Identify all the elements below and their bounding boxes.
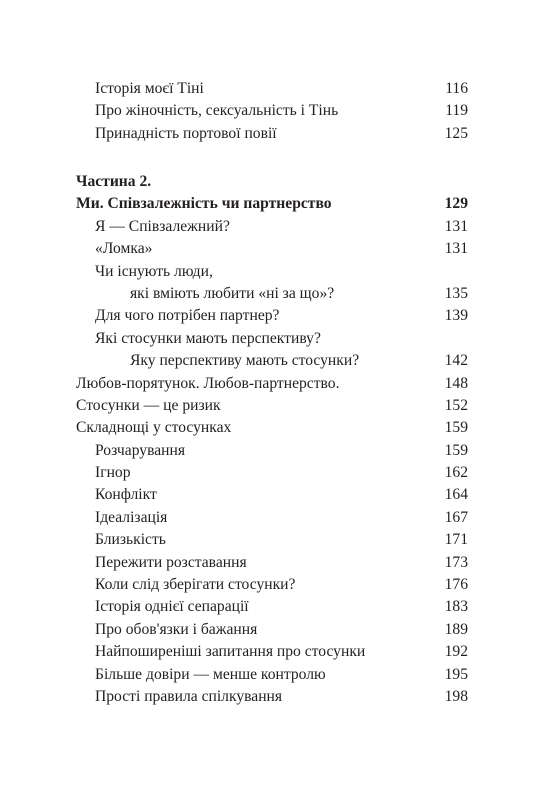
toc-entry (76, 462, 468, 484)
toc-entry-title: Історія моєї Тіні (95, 80, 204, 97)
toc-section-part-1-end (76, 78, 468, 145)
part-title: Ми. Співзалежність чи партнерство (76, 195, 332, 213)
toc-entry (76, 641, 468, 663)
toc-entry (76, 78, 468, 100)
toc-entry-page: 131 (444, 217, 468, 235)
toc-entry-page: 192 (444, 643, 468, 661)
toc-entry-page: 189 (444, 620, 468, 638)
toc-entry-page: 119 (445, 102, 468, 120)
toc-entry-title: Ідеалізація (95, 508, 168, 526)
toc-entry-title: Принадність портової повії (95, 124, 277, 142)
toc-entry-title: Які стосунки мають перспективу? (95, 329, 321, 347)
toc-entry-page: 164 (444, 486, 468, 504)
toc-entry (76, 395, 468, 417)
toc-entry-title: Про жіночність, сексуальність і Тінь (95, 102, 339, 120)
toc-entry-title: Прості правила спілкування (95, 687, 283, 705)
toc-entry-title: Стосунки — це ризик (76, 396, 221, 414)
toc-entry-page: 148 (444, 374, 468, 392)
toc-entry-title: Історія однієї сепарації (95, 598, 249, 616)
toc-entry-page: 167 (444, 508, 468, 526)
toc-section-part-2 (76, 171, 468, 708)
toc-entry-page: 135 (444, 284, 468, 302)
toc-entry (76, 484, 468, 506)
toc-entry-title: Про обов'язки і бажання (95, 620, 258, 638)
toc-entry-title: Близькість (95, 531, 166, 549)
toc-entry (76, 100, 468, 122)
toc-entry-page: 171 (444, 531, 468, 549)
toc-entry-page: 142 (444, 352, 468, 370)
toc-entry-page: 131 (444, 240, 468, 258)
toc-entry (76, 123, 468, 145)
toc-entry (76, 440, 468, 462)
toc-entry-page: 152 (444, 396, 468, 414)
toc-entry-title: Складнощі у стосунках (76, 419, 232, 437)
toc-entry (76, 664, 468, 686)
toc-entry (76, 619, 468, 641)
toc-entry-title: Яку перспективу мають стосунки? (130, 352, 360, 370)
toc-entry-title: Пережити розставання (95, 553, 247, 571)
toc-entry (76, 305, 468, 327)
toc-entry-page: 195 (444, 665, 468, 683)
toc-entry (76, 261, 468, 283)
part-heading (76, 193, 468, 215)
toc-entry-title: Чи існують люди, (95, 262, 213, 280)
toc-entry-title: «Ломка» (95, 240, 153, 258)
toc-entry-continuation (76, 350, 468, 372)
toc-entry (76, 596, 468, 618)
toc-entry-page: 159 (444, 441, 468, 459)
toc-entry-title: Для чого потрібен партнер? (95, 307, 280, 325)
toc-entry-page: 125 (444, 124, 468, 142)
toc-entry-title: Я — Співзалежний? (95, 217, 230, 235)
toc-entry (76, 238, 468, 260)
toc-entry (76, 373, 468, 395)
toc-entry (76, 686, 468, 708)
toc-entry-page: 173 (444, 553, 468, 571)
toc-entry (76, 552, 468, 574)
toc-entry (76, 417, 468, 439)
toc-entry (76, 574, 468, 596)
toc-entry-page: 198 (444, 687, 468, 705)
toc-entry-title: Найпоширеніші запитання про стосунки (95, 643, 366, 661)
toc-entry-continuation (76, 283, 468, 305)
toc-entry-title: Коли слід зберігати стосунки? (95, 576, 296, 594)
toc-entry-title: Любов-порятунок. Любов-партнерство. (76, 374, 340, 392)
toc-entry-page: 159 (444, 419, 468, 437)
toc-entry-page: 162 (444, 464, 468, 482)
toc-entry-page: 176 (444, 576, 468, 594)
toc-entry-title: Конфлікт (95, 486, 157, 504)
toc-entry (76, 529, 468, 551)
toc-entry-title: Ігнор (95, 464, 131, 482)
toc-entry-title: Більше довіри — менше контролю (95, 665, 326, 683)
toc-entry-page: 116 (445, 80, 468, 97)
toc-entry (76, 328, 468, 350)
toc-entry-page: 183 (444, 598, 468, 616)
toc-entry-page: 139 (444, 307, 468, 325)
toc-entry-title: Розчарування (95, 441, 186, 459)
toc-entry-title: які вміють любити «ні за що»? (130, 284, 335, 302)
part-page: 129 (444, 195, 468, 213)
toc-entry (76, 507, 468, 529)
part-label: Частина 2. (76, 173, 152, 190)
toc-entry (76, 216, 468, 238)
